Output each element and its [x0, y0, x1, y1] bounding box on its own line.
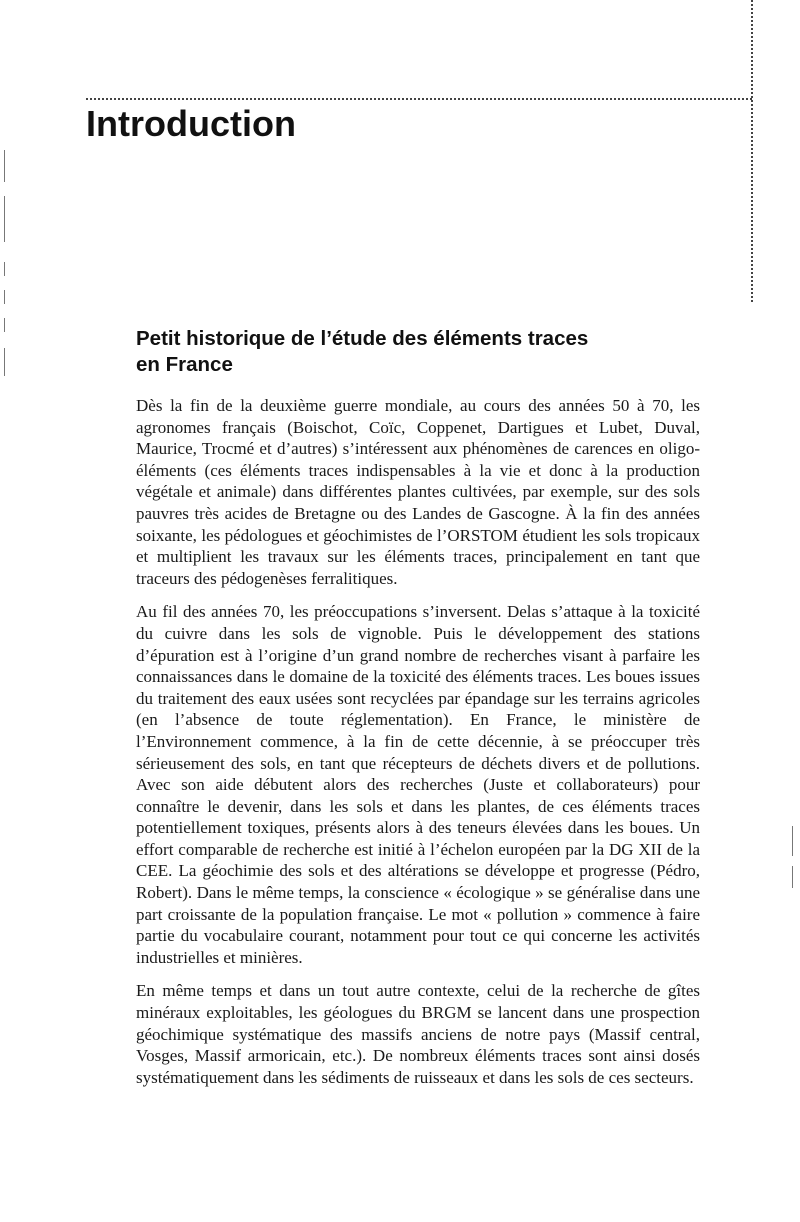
- chapter-title: Introduction: [86, 103, 296, 144]
- scan-margin-mark: [4, 262, 5, 276]
- section-title-line-1: Petit historique de l’étude des éléments traces: [136, 327, 589, 350]
- header-dotted-rule: [86, 98, 752, 100]
- scan-margin-mark: [4, 348, 5, 376]
- paragraph-2: Au fil des années 70, les préoccupations s’inversent. Delas s’attaque à la toxicité du cuivre dans les sols de vignoble. Puis le développement des stations d’épuration est à l’origine d’un grand nombre de recherches visant à parfaire les connaissances dans le domaine de la toxicité des éléments traces. Les boues issues du traitement des eaux usées sont recyclées par épandage sur les terrains agricoles (en l’absence de toute réglementation). En France, le ministère de l’Environnement commence, à la fin de cette décennie, à se préoccuper très sérieusement des sols, en tant que récepteurs de déchets divers et de pollutions. Avec son aide débutent alors des recherches (Juste et collaborateurs) pour connaître le devenir, dans les sols et dans les plantes, de ces éléments traces potentiellement toxiques, présents alors à des teneurs élevées dans les boues. Un effort comparable de recherche est initié à l’échelon européen par la DG XII de la CEE. La géochimie des sols et des altérations se développe et progresse (Pédro, Robert). Dans le même temps, la conscience « écologique » se généralise dans une part croissante de la population française. Le mot « pollution » commence à faire partie du vocabulaire courant, notamment pour tout ce qui concerne les activités industrielles et minières.: [136, 602, 700, 967]
- section-title-line-2: en France: [136, 353, 233, 376]
- body-text: [136, 395, 700, 1100]
- paragraph-3: En même temps et dans un tout autre contexte, celui de la recherche de gîtes minéraux exploitables, les géologues du BRGM se lancent dans une prospection géochimique systématique des massifs anciens de notre pays (Massif central, Vosges, Massif armoricain, etc.). De nombreux éléments traces sont ainsi dosés systématiquement dans les sédiments de ruisseaux et dans les sols de ces secteurs.: [136, 981, 700, 1087]
- scan-margin-mark: [792, 826, 793, 856]
- scan-margin-mark: [4, 150, 5, 182]
- section-title: [136, 326, 696, 378]
- paragraph-1: Dès la fin de la deuxième guerre mondiale, au cours des années 50 à 70, les agronomes français (Boischot, Coïc, Coppenet, Dartigues et Lubet, Duval, Maurice, Trocmé et d’autres) s’intéressent aux phénomènes de carences en oligo-éléments (ces éléments traces indispensables à la vie et donc à la production végétale et animale) dans différentes plantes cultivées, par exemple, sur des sols pauvres très acides de Bretagne ou des Landes de Gascogne. À la fin des années soixante, les pédologues et géochimistes de l’ORSTOM étudient les sols tropicaux et multiplient les travaux sur les éléments traces, principalement en tant que traceurs des pédogenèses ferralitiques.: [136, 396, 700, 588]
- scan-margin-mark: [4, 290, 5, 304]
- right-dotted-rule: [751, 0, 753, 302]
- scan-margin-mark: [4, 318, 5, 332]
- scan-margin-mark: [4, 196, 5, 242]
- scan-margin-mark: [792, 866, 793, 888]
